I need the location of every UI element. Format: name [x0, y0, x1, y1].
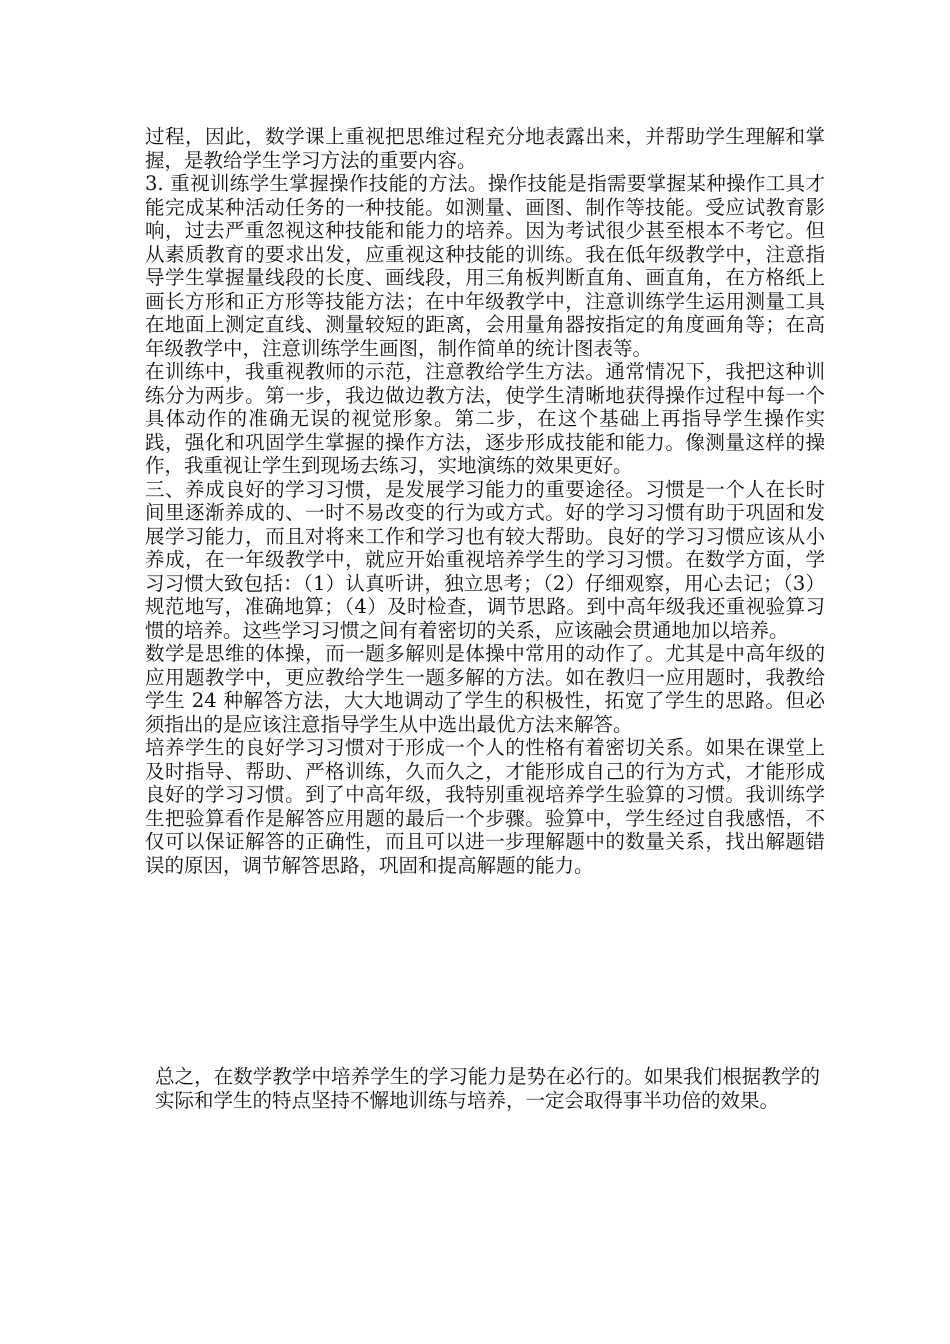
document-body [145, 125, 825, 877]
paragraph: 过程，因此，数学课上重视把思维过程充分地表露出来，并帮助学生理解和掌握，是教给学生学习方法的重要内容。 [145, 125, 825, 172]
paragraph: 在训练中，我重视教师的示范，注意教给学生方法。通常情况下，我把这种训练分为两步。第一步，我边做边教方法，使学生清晰地获得操作过程中每一个具体动作的准确无误的视觉形象。第二步，在这个基础上再指导学生操作实践，强化和巩固学生掌握的操作方法，逐步形成技能和能力。像测量这样的操作，我重视让学生到现场去练习，实地演练的效果更好。 [145, 360, 825, 477]
closing-section [155, 1065, 820, 1112]
paragraph: 培养学生的良好学习习惯对于形成一个人的性格有着密切关系。如果在课堂上及时指导、帮助、严格训练，久而久之，才能形成自己的行为方式，才能形成良好的学习习惯。到了中高年级，我特别重视培养学生验算的习惯。我训练学生把验算看作是解答应用题的最后一个步骤。验算中，学生经过自我感悟，不仅可以保证解答的正确性，而且可以进一步理解题中的数量关系，找出解题错误的原因，调节解答思路，巩固和提高解题的能力。 [145, 736, 825, 877]
paragraph: 3. 重视训练学生掌握操作技能的方法。操作技能是指需要掌握某种操作工具才能完成某种活动任务的一种技能。如测量、画图、制作等技能。受应试教育影响，过去严重忽视这种技能和能力的培养。因为考试很少甚至根本不考它。但从素质教育的要求出发，应重视这种技能的训练。我在低年级教学中，注意指导学生掌握量线段的长度、画线段，用三角板判断直角、画直角，在方格纸上画长方形和正方形等技能方法；在中年级教学中，注意训练学生运用测量工具在地面上测定直线、测量较短的距离，会用量角器按指定的角度画角等；在高年级教学中，注意训练学生画图，制作简单的统计图表等。 [145, 172, 825, 360]
paragraph: 数学是思维的体操，而一题多解则是体操中常用的动作了。尤其是中高年级的应用题教学中，更应教给学生一题多解的方法。如在教归一应用题时，我教给学生 24 种解答方法，大大地调动了学生的积极性，拓宽了学生的思路。但必须指出的是应该注意指导学生从中选出最优方法来解答。 [145, 642, 825, 736]
paragraph: 三、养成良好的学习习惯，是发展学习能力的重要途径。习惯是一个人在长时间里逐渐养成的、一时不易改变的行为或方式。好的学习习惯有助于巩固和发展学习能力，而且对将来工作和学习也有较大帮助。良好的学习习惯应该从小养成，在一年级教学中，就应开始重视培养学生的学习习惯。在数学方面，学习习惯大致包括：（1）认真听讲，独立思考；（2）仔细观察，用心去记；（3）规范地写，准确地算；（4）及时检查，调节思路。到中高年级我还重视验算习惯的培养。这些学习习惯之间有着密切的关系，应该融会贯通地加以培养。 [145, 477, 825, 642]
closing-paragraph: 总之，在数学教学中培养学生的学习能力是势在必行的。如果我们根据教学的实际和学生的特点坚持不懈地训练与培养，一定会取得事半功倍的效果。 [155, 1065, 820, 1112]
